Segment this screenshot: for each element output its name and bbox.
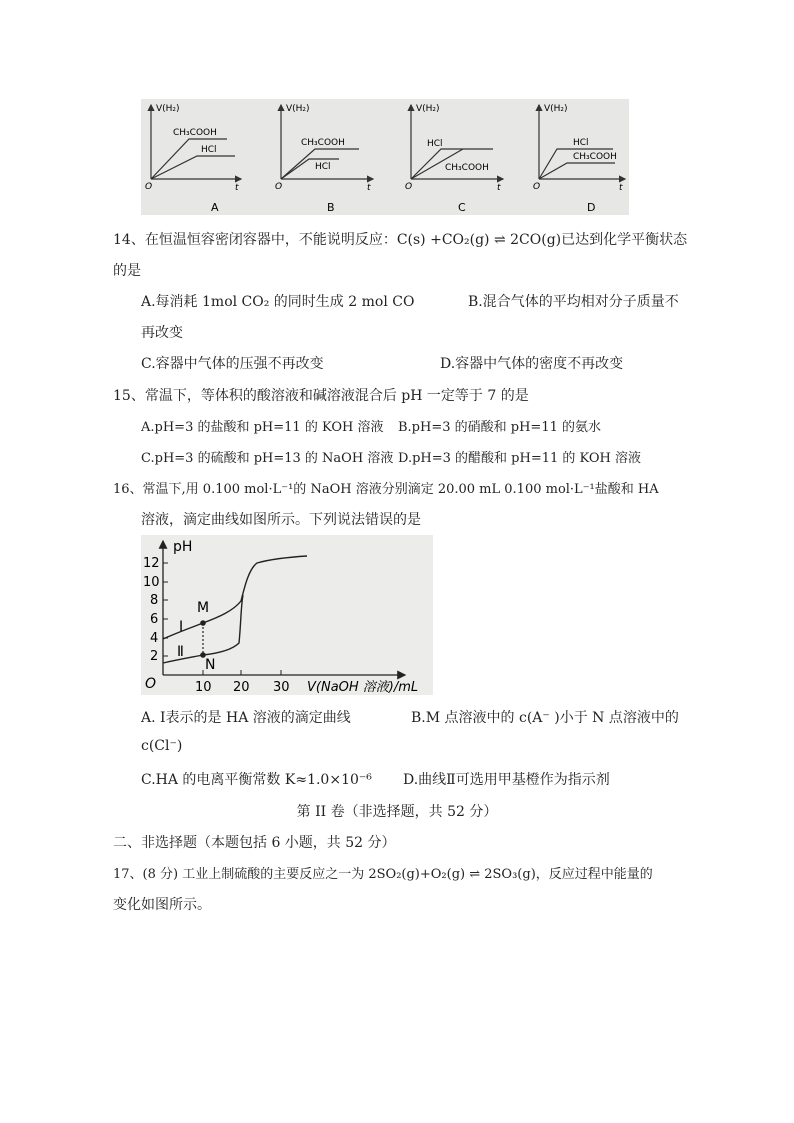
- titration-xlabel: V(NaOH 溶液)/mL: [307, 680, 419, 695]
- volume-ii-title: 第 II 卷（非选择题，共 52 分）: [296, 804, 498, 820]
- q14-stem-line2: 的是: [113, 263, 141, 279]
- q14-option-b-line2: 再改变: [141, 325, 183, 341]
- curve-i-label: Ⅰ: [179, 619, 184, 635]
- graph-a-upper-label: CH₃COOH: [173, 128, 217, 138]
- graph-d-lower-label: CH₃COOH: [573, 152, 617, 162]
- graph-b-lower-label: HCl: [315, 162, 331, 172]
- graph-b-panel-label: B: [327, 201, 335, 214]
- curve-i: [163, 556, 307, 639]
- q16-option-a: A. Ⅰ表示的是 HA 溶液的滴定曲线: [141, 710, 351, 726]
- x-tick-30: 30: [273, 680, 290, 695]
- q16-option-d: D.曲线Ⅱ可选用甲基橙作为指示剂: [403, 772, 610, 788]
- point-n-label: N: [205, 657, 216, 673]
- hydrogen-volume-graphs: [141, 99, 629, 215]
- graph-a: [145, 104, 241, 214]
- y-tick-6: 6: [150, 612, 159, 627]
- q15-option-c: C.pH=3 的硫酸和 pH=13 的 NaOH 溶液: [141, 451, 394, 466]
- graph-b-origin: O: [275, 182, 283, 192]
- graph-c-xlabel: t: [497, 183, 501, 193]
- titration-curve-chart: [141, 535, 433, 695]
- graph-d-panel-label: D: [587, 201, 596, 214]
- q16-option-b-line2: c(Cl⁻): [141, 738, 183, 754]
- graph-a-lower-label: HCl: [201, 145, 217, 155]
- x-tick-10: 10: [195, 680, 212, 695]
- point-m: [200, 620, 206, 626]
- q14-option-c: C.容器中气体的压强不再改变: [141, 356, 324, 372]
- curve-ii-label: Ⅱ: [177, 644, 184, 660]
- graph-c-upper-label: HCl: [427, 139, 443, 149]
- q15-option-a: A.pH=3 的盐酸和 pH=11 的 KOH 溶液: [141, 420, 384, 435]
- q16-option-c: C.HA 的电离平衡常数 K≈1.0×10⁻⁶: [141, 772, 372, 788]
- q16-option-b-line1: B.M 点溶液中的 c(A⁻ )小于 N 点溶液中的: [411, 710, 679, 726]
- graph-c: [405, 104, 503, 214]
- q16-stem-line1: 16、常温下,用 0.100 mol·L⁻¹的 NaOH 溶液分别滴定 20.00 mL 0.100 mol·L⁻¹盐酸和 HA: [113, 482, 659, 497]
- graph-d-xlabel: t: [619, 183, 623, 193]
- graph-c-ylabel: V(H₂): [416, 104, 440, 114]
- graph-b-upper-label: CH₃COOH: [301, 138, 345, 148]
- q14-stem-line1: 14、在恒温恒容密闭容器中，不能说明反应：C(s) +CO₂(g) ⇌ 2CO(g)已达到化学平衡状态: [113, 232, 688, 248]
- graph-b: [275, 104, 373, 214]
- q17-line2: 变化如图所示。: [113, 897, 211, 913]
- graph-a-ylabel: V(H₂): [156, 104, 180, 114]
- y-tick-2: 2: [150, 649, 159, 664]
- x-tick-20: 20: [233, 680, 250, 695]
- hydrogen-volume-figure: [141, 99, 629, 215]
- graph-d-origin: O: [533, 182, 541, 192]
- y-tick-4: 4: [150, 631, 159, 646]
- q16-stem-line2: 溶液，滴定曲线如图所示。下列说法错误的是: [141, 512, 421, 528]
- graph-d-upper-label: HCl: [573, 138, 589, 148]
- y-tick-12: 12: [143, 556, 160, 571]
- part-two-title: 二、非选择题（本题包括 6 小题，共 52 分）: [113, 835, 396, 851]
- q15-stem: 15、常温下，等体积的酸溶液和碱溶液混合后 pH 一定等于 7 的是: [113, 388, 529, 404]
- graph-c-panel-label: C: [458, 201, 466, 214]
- graph-c-lower-label: CH₃COOH: [445, 163, 489, 173]
- q15-option-d: D.pH=3 的醋酸和 pH=11 的 KOH 溶液: [398, 451, 642, 466]
- graph-b-xlabel: t: [367, 183, 371, 193]
- graph-a-origin: O: [145, 182, 153, 192]
- q15-option-b: B.pH=3 的硝酸和 pH=11 的氨水: [398, 420, 601, 435]
- q14-option-a: A.每消耗 1mol CO₂ 的同时生成 2 mol CO: [141, 294, 415, 310]
- graph-d-ylabel: V(H₂): [544, 104, 568, 114]
- titration-x-ticks: [195, 670, 290, 695]
- q17-line1: 17、(8 分) 工业上制硫酸的主要反应之一为 2SO₂(g)+O₂(g) ⇌ 2SO₃(g)，反应过程中能量的: [113, 867, 653, 882]
- titration-origin: O: [145, 676, 157, 692]
- y-tick-8: 8: [150, 593, 159, 608]
- q14-option-d: D.容器中气体的密度不再改变: [440, 356, 624, 372]
- y-tick-10: 10: [143, 575, 160, 590]
- graph-a-lower-curve: [151, 156, 235, 179]
- q14-option-b-line1: B.混合气体的平均相对分子质量不: [468, 294, 679, 310]
- graph-d: [533, 104, 625, 214]
- titration-curve-figure: [141, 535, 433, 695]
- graph-b-ylabel: V(H₂): [286, 104, 310, 114]
- graph-a-xlabel: t: [235, 183, 239, 193]
- graph-d-lower-curve: [539, 163, 615, 179]
- titration-y-ticks: [143, 556, 168, 664]
- titration-ylabel: pH: [173, 539, 193, 555]
- point-m-label: M: [197, 600, 210, 616]
- graph-c-origin: O: [405, 182, 413, 192]
- graph-a-panel-label: A: [211, 201, 219, 214]
